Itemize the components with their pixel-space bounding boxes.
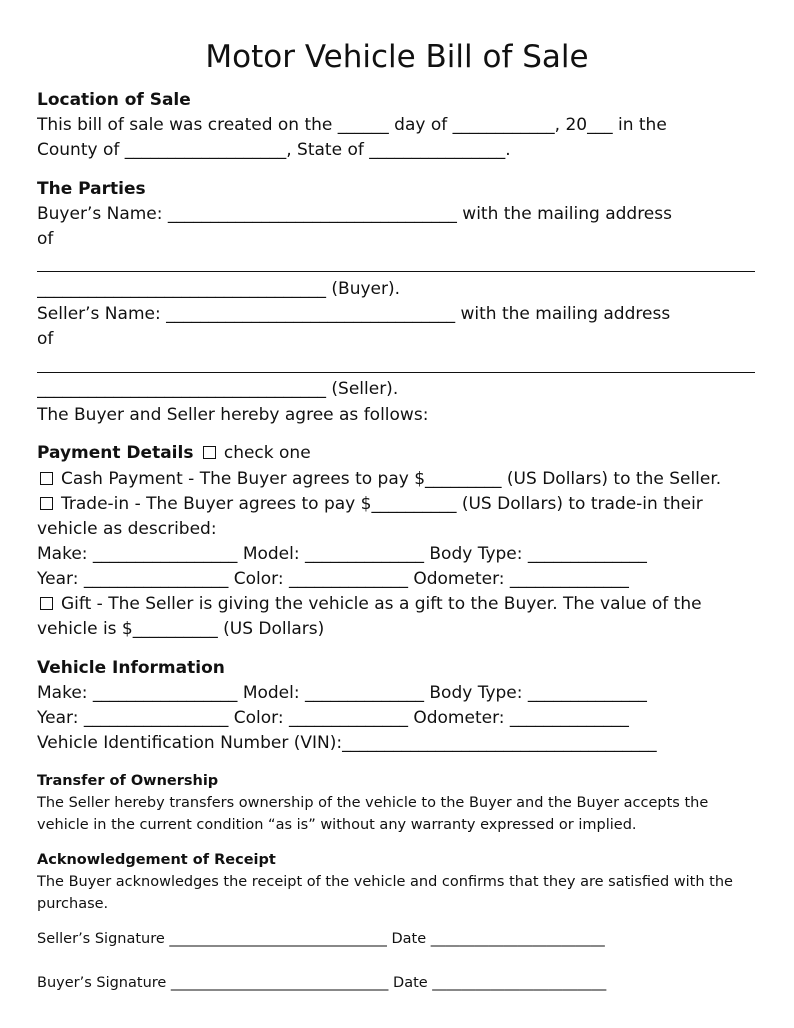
cash-payment-row bbox=[37, 467, 759, 492]
seller-address-rule bbox=[37, 372, 755, 373]
buyer-address-of: of bbox=[37, 229, 54, 249]
location-heading: Location of Sale bbox=[37, 90, 191, 110]
location-line-1: This bill of sale was created on the ______ day of ____________, 20___ in the bbox=[37, 115, 667, 135]
payment-heading-row bbox=[37, 441, 759, 466]
seller-address-of: of bbox=[37, 329, 54, 349]
seller-address-line: __________________________________ (Seller). bbox=[37, 379, 399, 399]
seller-signature-line: Seller’s Signature ______________________________ Date ________________________ bbox=[37, 931, 605, 947]
page-title: Motor Vehicle Bill of Sale bbox=[205, 39, 589, 75]
receipt-line-2: purchase. bbox=[37, 896, 109, 912]
transfer-line-2: vehicle in the current condition “as is” without any warranty expressed or implied. bbox=[37, 817, 637, 833]
trade-in-text: Trade-in - The Buyer agrees to pay $__________ (US Dollars) to trade-in their bbox=[61, 494, 703, 514]
gift-line-2: vehicle is $__________ (US Dollars) bbox=[37, 619, 325, 639]
vehicle-make-row: Make: _________________ Model: ______________ Body Type: ______________ bbox=[37, 683, 647, 703]
trade-in-make-row: Make: _________________ Model: ______________ Body Type: ______________ bbox=[37, 544, 647, 564]
gift-text: Gift - The Seller is giving the vehicle as a gift to the Buyer. The value of the bbox=[61, 594, 702, 614]
buyer-address-line: __________________________________ (Buyer). bbox=[37, 279, 401, 299]
trade-in-year-row: Year: _________________ Color: ______________ Odometer: ______________ bbox=[37, 569, 629, 589]
seller-name-line: Seller’s Name: __________________________________ with the mailing address bbox=[37, 304, 671, 324]
location-line-2: County of ___________________, State of ________________. bbox=[37, 140, 511, 160]
cash-payment-checkbox[interactable] bbox=[40, 472, 53, 485]
gift-row bbox=[37, 592, 759, 617]
vehicle-heading: Vehicle Information bbox=[37, 658, 225, 678]
transfer-line-1: The Seller hereby transfers ownership of the vehicle to the Buyer and the Buyer accepts the bbox=[37, 795, 709, 811]
buyer-address-rule bbox=[37, 271, 755, 272]
vehicle-year-row: Year: _________________ Color: ______________ Odometer: ______________ bbox=[37, 708, 629, 728]
gift-checkbox[interactable] bbox=[40, 597, 53, 610]
trade-in-checkbox[interactable] bbox=[40, 497, 53, 510]
check-one-checkbox[interactable] bbox=[203, 446, 216, 459]
transfer-heading: Transfer of Ownership bbox=[37, 773, 219, 789]
buyer-signature-line: Buyer’s Signature ______________________________ Date ________________________ bbox=[37, 975, 607, 991]
agreement-line: The Buyer and Seller hereby agree as follows: bbox=[37, 405, 429, 425]
receipt-heading: Acknowledgement of Receipt bbox=[37, 852, 276, 868]
vehicle-vin-row: Vehicle Identification Number (VIN):_____________________________________ bbox=[37, 733, 657, 753]
payment-heading: Payment Details bbox=[37, 443, 194, 463]
parties-heading: The Parties bbox=[37, 179, 146, 199]
trade-in-row bbox=[37, 492, 759, 517]
receipt-line-1: The Buyer acknowledges the receipt of the vehicle and confirms that they are satisfied with the bbox=[37, 874, 733, 890]
trade-in-line-2: vehicle as described: bbox=[37, 519, 217, 539]
cash-payment-text: Cash Payment - The Buyer agrees to pay $_________ (US Dollars) to the Seller. bbox=[61, 469, 722, 489]
check-one-label: check one bbox=[223, 443, 311, 463]
buyer-name-line: Buyer’s Name: __________________________________ with the mailing address bbox=[37, 204, 672, 224]
